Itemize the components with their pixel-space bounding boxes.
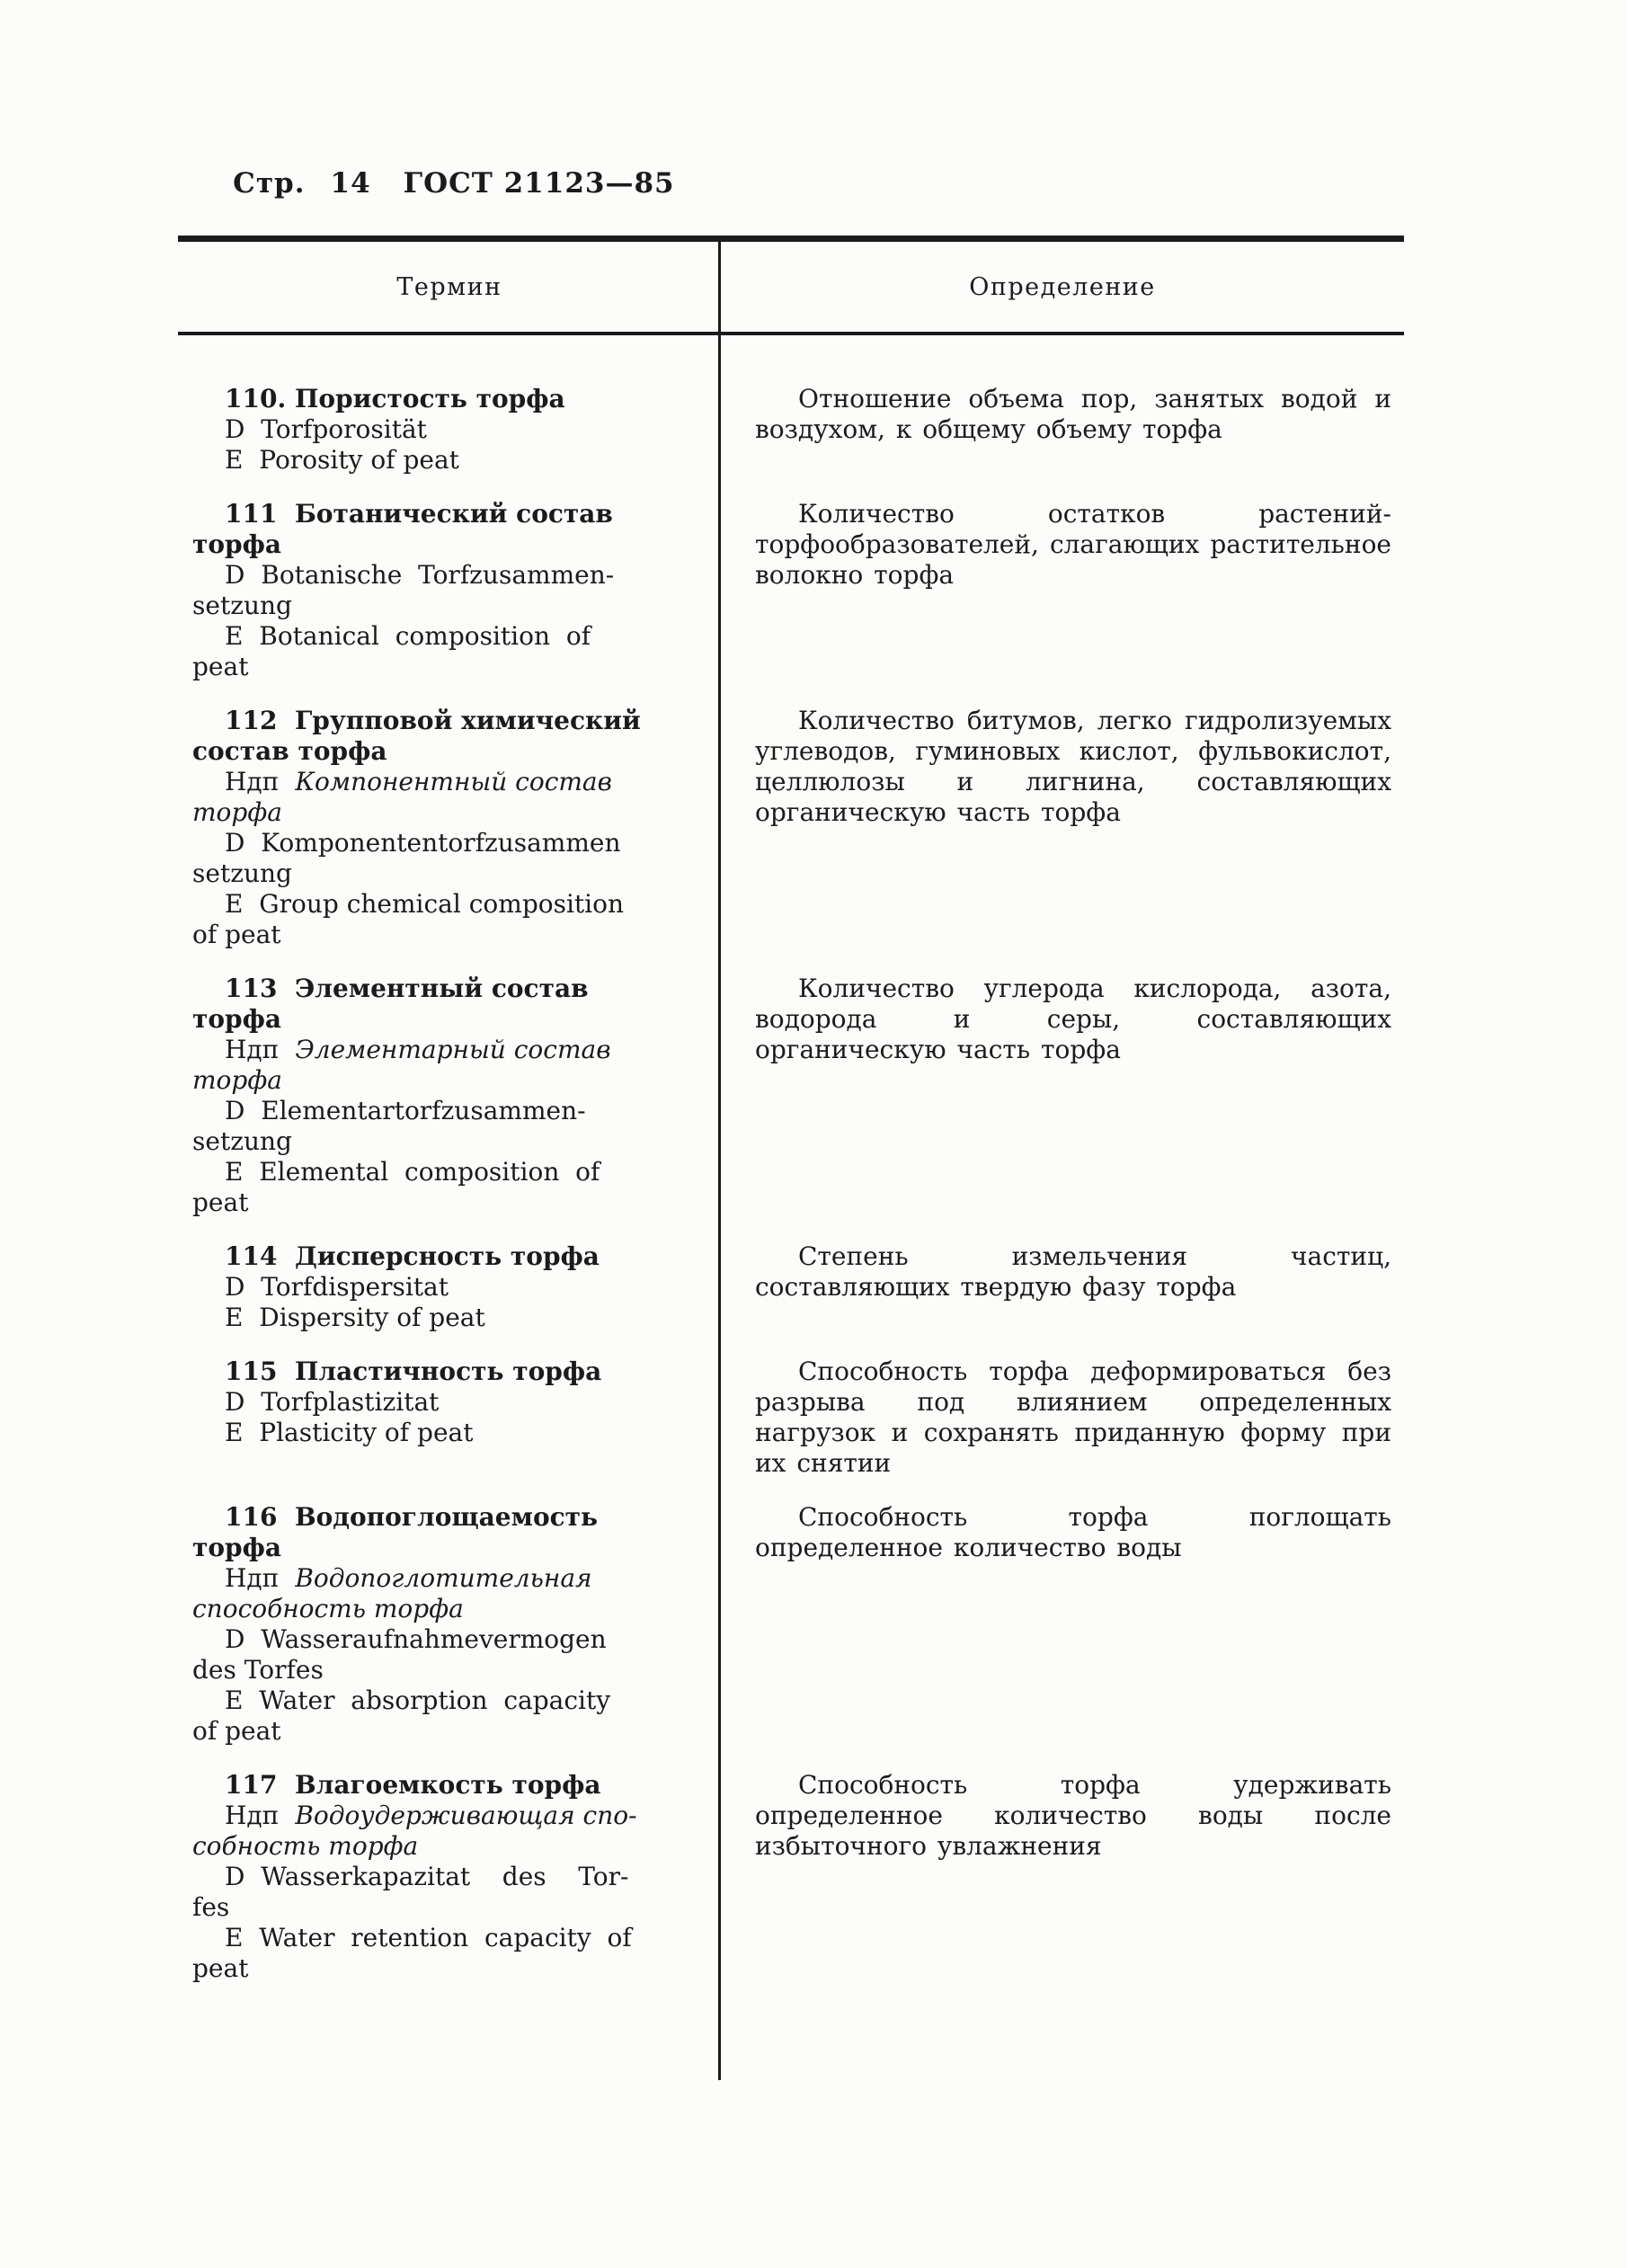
definition-text: Количество битумов, легко гидролизуемых углеводов, гуминовых кислот, фульвокислот, целлюлозы и лигнина, составляющих органическую часть торфа bbox=[755, 706, 1391, 827]
term-line: D Botanische Torfzusammen- bbox=[225, 560, 615, 590]
page-header bbox=[191, 135, 675, 232]
term-cell bbox=[178, 1502, 721, 1747]
term-line: D Komponententorfzusammen bbox=[225, 828, 621, 858]
term-line: peat bbox=[192, 1187, 249, 1217]
term-line: E Porosity of peat bbox=[225, 445, 459, 475]
term-line: торфа bbox=[192, 1004, 281, 1034]
term-line: 114 Дисперсность торфа bbox=[225, 1241, 600, 1271]
doc-code: ГОСТ 21123—85 bbox=[403, 167, 675, 200]
ndp-label: Ндп bbox=[225, 1801, 280, 1830]
term-line: des Torfes bbox=[192, 1655, 324, 1685]
term-line: of peat bbox=[192, 1716, 281, 1746]
table-row bbox=[178, 706, 1404, 950]
term-line: E Water retention capacity of bbox=[225, 1923, 632, 1952]
term-line: setzung bbox=[192, 1126, 292, 1156]
term-line: E Water absorption capacity bbox=[225, 1685, 611, 1715]
term-column-header: Термин bbox=[396, 272, 502, 301]
definition-text: Способность торфа удерживать определенное количество воды после избыточного увлажнения bbox=[755, 1770, 1391, 1861]
term-cell bbox=[178, 974, 721, 1218]
definition-text: Степень измельчения частиц, составляющих твердую фазу торфа bbox=[755, 1241, 1391, 1302]
table-row bbox=[178, 1770, 1404, 1984]
term-cell bbox=[178, 1356, 721, 1479]
term-line bbox=[192, 767, 708, 797]
term-cell bbox=[178, 706, 721, 950]
definition-cell bbox=[721, 499, 1404, 682]
term-line: D Torfporosität bbox=[225, 414, 427, 444]
term-line: of peat bbox=[192, 920, 281, 949]
ndp-label: Ндп bbox=[225, 767, 280, 796]
term-line: E Elemental composition of bbox=[225, 1157, 600, 1187]
term-cell bbox=[178, 1770, 721, 1984]
term-line: 110. Пористость торфа bbox=[225, 384, 565, 414]
table-row bbox=[178, 384, 1404, 476]
term-line: 115 Пластичность торфа bbox=[225, 1356, 602, 1386]
definition-column-header: Определение bbox=[969, 272, 1156, 301]
table-header-row bbox=[178, 242, 1404, 335]
term-line: способность торфа bbox=[192, 1594, 464, 1623]
terminology-table bbox=[178, 236, 1404, 2080]
definition-cell bbox=[721, 1770, 1404, 1984]
term-line: состав торфа bbox=[192, 736, 387, 766]
term-line: торфа bbox=[192, 1065, 282, 1095]
ndp-term-text: Водопоглотительная bbox=[295, 1563, 592, 1593]
table-body bbox=[178, 335, 1404, 1984]
table-row bbox=[178, 1356, 1404, 1479]
term-cell bbox=[178, 384, 721, 476]
term-line: 111 Ботанический состав bbox=[225, 499, 613, 529]
term-line: E Dispersity of peat bbox=[225, 1303, 485, 1332]
table-row bbox=[178, 974, 1404, 1218]
definition-text: Количество остатков растений-торфообразователей, слагающих растительное волокно торфа bbox=[755, 499, 1391, 590]
table-row bbox=[178, 1241, 1404, 1333]
page-label: Стр. bbox=[233, 167, 306, 200]
definition-cell bbox=[721, 384, 1404, 476]
ndp-term-text: Водоудерживающая спо- bbox=[295, 1801, 637, 1830]
ndp-term-text: Элементарный состав bbox=[295, 1035, 611, 1064]
term-line: setzung bbox=[192, 591, 292, 620]
definition-text: Способность торфа деформироваться без разрыва под влиянием определенных нагрузок и сохранять приданную форму при их снятии bbox=[755, 1356, 1391, 1478]
column-divider bbox=[718, 242, 721, 2080]
term-line: E Plasticity of peat bbox=[225, 1418, 474, 1447]
term-cell bbox=[178, 499, 721, 682]
definition-cell bbox=[721, 1356, 1404, 1479]
ndp-label: Ндп bbox=[225, 1035, 280, 1064]
table-row bbox=[178, 499, 1404, 682]
term-line: peat bbox=[192, 1953, 249, 1983]
definition-cell bbox=[721, 1241, 1404, 1333]
term-line: E Botanical composition of bbox=[225, 621, 591, 651]
term-line: собность торфа bbox=[192, 1831, 419, 1861]
term-line: setzung bbox=[192, 858, 292, 888]
term-line: D Wasseraufnahmevermogen bbox=[225, 1624, 607, 1654]
page-number: 14 bbox=[330, 167, 371, 200]
definition-cell bbox=[721, 974, 1404, 1218]
term-line: 116 Водопоглощаемость bbox=[225, 1502, 599, 1532]
term-line: D Wasserkapazitat des Tor- bbox=[225, 1862, 629, 1891]
term-line: D Torfdispersitat bbox=[225, 1272, 449, 1302]
term-line: 117 Влагоемкость торфа bbox=[225, 1770, 601, 1800]
term-line: E Group chemical composition bbox=[225, 889, 625, 919]
term-line: D Torfplastizitat bbox=[225, 1387, 440, 1417]
definition-text: Отношение объема пор, занятых водой и воздухом, к общему объему торфа bbox=[755, 384, 1391, 444]
term-line bbox=[192, 1035, 708, 1065]
term-line: торфа bbox=[192, 797, 282, 827]
term-line: peat bbox=[192, 652, 249, 681]
ndp-term-text: Компонентный состав bbox=[295, 767, 612, 796]
term-cell bbox=[178, 1241, 721, 1333]
definition-cell bbox=[721, 706, 1404, 950]
table-row bbox=[178, 1502, 1404, 1747]
term-line: fes bbox=[192, 1892, 230, 1922]
term-line: D Elementartorfzusammen- bbox=[225, 1096, 586, 1125]
term-line: 112 Групповой химический bbox=[225, 706, 641, 735]
term-line: торфа bbox=[192, 529, 281, 559]
term-line: торфа bbox=[192, 1533, 281, 1562]
ndp-label: Ндп bbox=[225, 1563, 280, 1593]
term-line bbox=[192, 1801, 708, 1831]
definition-text: Способность торфа поглощать определенное количество воды bbox=[755, 1502, 1391, 1562]
definition-cell bbox=[721, 1502, 1404, 1747]
definition-text: Количество углерода кислорода, азота, водорода и серы, составляющих органическую часть торфа bbox=[755, 974, 1391, 1064]
term-line bbox=[192, 1563, 708, 1594]
term-line: 113 Элементный состав bbox=[225, 974, 589, 1003]
